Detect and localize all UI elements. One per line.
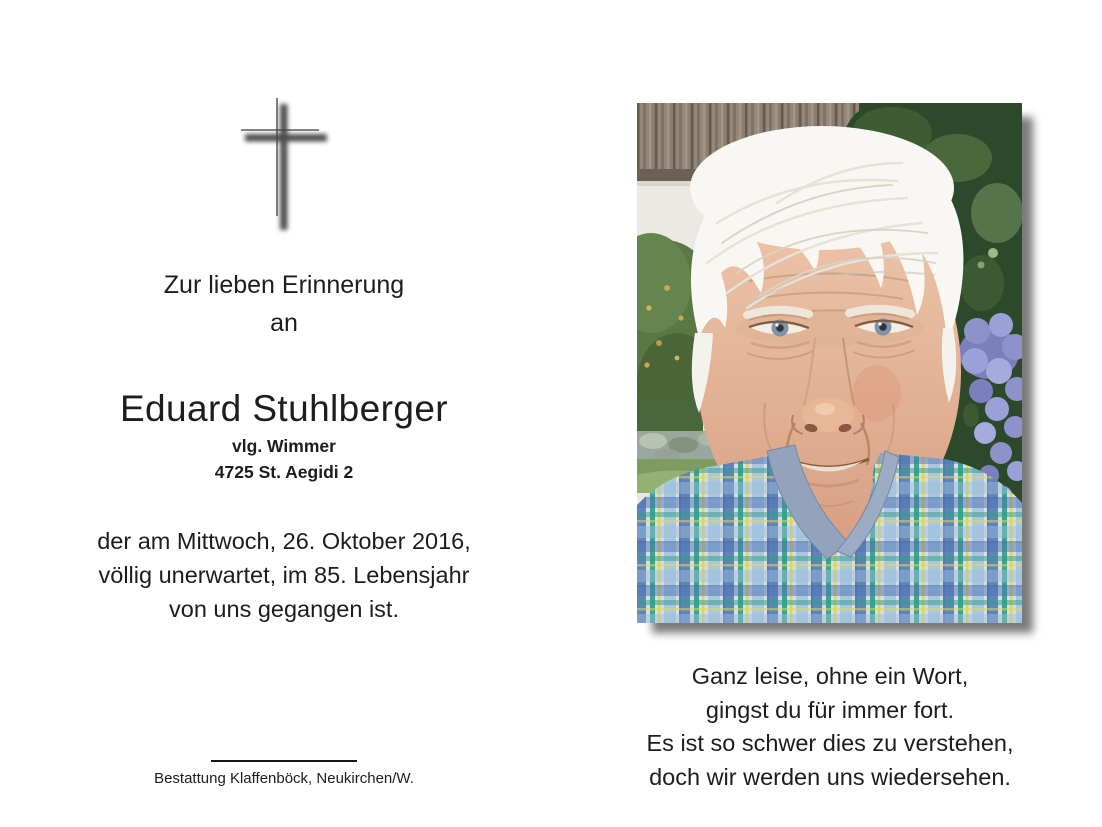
deceased-name: Eduard Stuhlberger: [119, 388, 449, 429]
obituary-line: von uns gegangen ist.: [169, 596, 399, 622]
poem-line: doch wir werden uns wiedersehen.: [649, 763, 1011, 790]
signature-divider: [211, 760, 357, 762]
poem-line: Ganz leise, ohne ein Wort,: [691, 663, 969, 689]
deceased-vulgo: vlg. Wimmer: [232, 436, 336, 456]
deceased-block: [38, 386, 530, 485]
intro-line-1: Zur lieben Erinnerung: [163, 271, 405, 299]
intro-line-2: an: [270, 309, 298, 337]
obituary-text: [30, 524, 538, 626]
intro-text: [38, 266, 530, 342]
funeral-home-text: Bestattung Klaffenböck, Neukirchen/W.: [154, 770, 414, 787]
obituary-line: der am Mittwoch, 26. Oktober 2016,: [97, 528, 471, 554]
funeral-home-block: [38, 760, 530, 789]
portrait-photo: [637, 103, 1022, 623]
cross-icon: [222, 88, 342, 243]
poem-line: Es ist so schwer dies zu verstehen,: [646, 730, 1014, 756]
deceased-address: 4725 St. Aegidi 2: [214, 462, 354, 482]
obituary-line: völlig unerwartet, im 85. Lebensjahr: [98, 562, 470, 588]
poem-text: [598, 660, 1062, 794]
poem-line: gingst du für immer fort.: [705, 696, 955, 723]
